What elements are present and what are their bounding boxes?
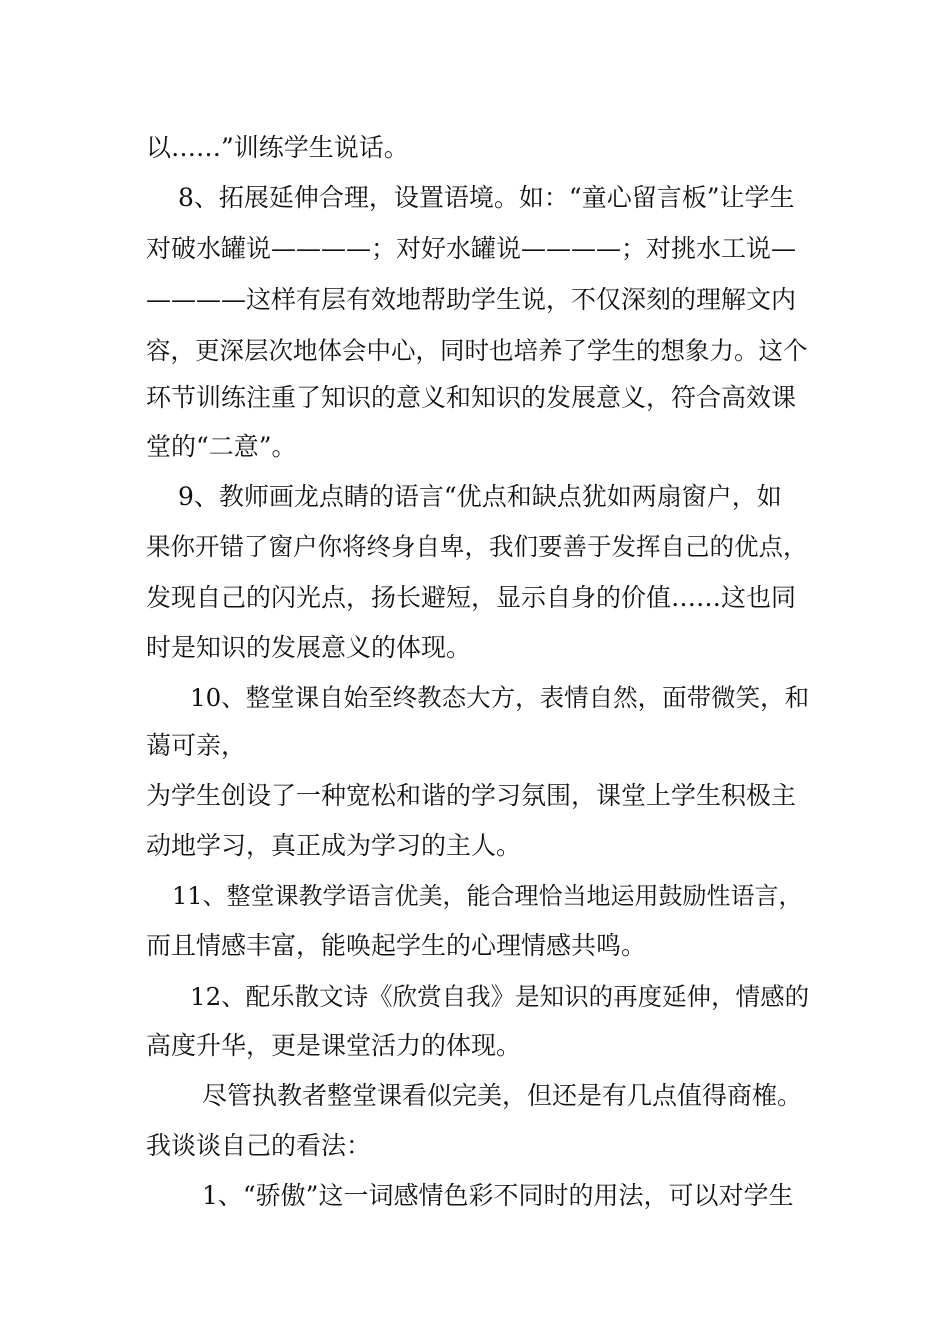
text-line: 1、“骄傲”这一词感情色彩不同时的用法，可以对学生 xyxy=(202,1181,794,1210)
text-line: 而且情感丰富，能唤起学生的心理情感共鸣。 xyxy=(146,931,647,960)
text-line: 8、拓展延伸合理，设置语境。如：“童心留言板”让学生 xyxy=(178,183,795,212)
text-line: 容，更深层次地体会中心，同时也培养了学生的想象力。这个 xyxy=(146,336,808,365)
text-line: 为学生创设了一种宽松和谐的学习氛围，课堂上学生积极主 xyxy=(146,781,797,810)
text-line: 对破水罐说————；对好水罐说————；对挑水工说— xyxy=(146,234,797,263)
text-line: 蔼可亲， xyxy=(146,731,247,760)
text-line: 我谈谈自己的看法： xyxy=(146,1131,372,1160)
text-line: 果你开错了窗户你将终身自卑，我们要善于发挥自己的优点， xyxy=(146,532,808,561)
text-line: 尽管执教者整堂课看似完美，但还是有几点值得商榷。 xyxy=(202,1081,803,1110)
text-line: 环节训练注重了知识的意义和知识的发展意义，符合高效课 xyxy=(146,383,797,412)
text-line: 12、配乐散文诗《欣赏自我》是知识的再度延伸，情感的 xyxy=(190,982,810,1011)
text-line: 10、整堂课自始至终教态大方，表情自然，面带微笑，和 xyxy=(190,683,810,712)
text-line: 堂的“二意”。 xyxy=(146,432,297,461)
text-line: 动地学习，真正成为学习的主人。 xyxy=(146,831,522,860)
text-line: 发现自己的闪光点，扬长避短，显示自身的价值……这也同 xyxy=(146,583,797,612)
text-line: 9、教师画龙点睛的语言“优点和缺点犹如两扇窗户，如 xyxy=(178,482,782,511)
text-line: 高度升华，更是课堂活力的体现。 xyxy=(146,1031,522,1060)
text-line: 以……”训练学生说话。 xyxy=(146,133,409,162)
text-line: ————这样有层有效地帮助学生说，不仅深刻的理解文内 xyxy=(146,285,797,314)
text-line: 时是知识的发展意义的体现。 xyxy=(146,633,472,662)
text-line: 11、整堂课教学语言优美，能合理恰当地运用鼓励性语言， xyxy=(172,882,803,910)
